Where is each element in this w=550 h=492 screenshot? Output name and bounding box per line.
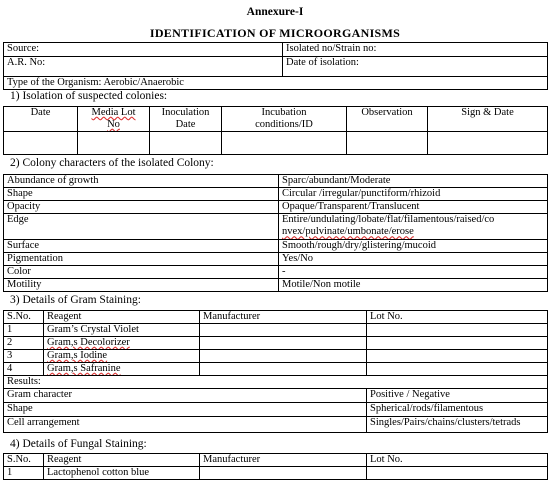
colony-characters-table <box>3 174 548 292</box>
row-label: Shape <box>4 188 279 201</box>
result-label: Cell arrangement <box>4 417 367 433</box>
row-sno: 2 <box>4 336 44 349</box>
row-lot-no[interactable] <box>367 349 548 362</box>
row-value[interactable]: Motile/Non motile <box>279 278 548 291</box>
info-table <box>3 42 548 90</box>
row-reagent <box>44 363 200 376</box>
media-lot-text: Media Lot <box>91 107 136 119</box>
organism-type-field[interactable]: Type of the Organism: Aerobic/Anaerobic <box>4 77 548 90</box>
row-value[interactable]: Sparc/abundant/Moderate <box>279 175 548 188</box>
row-label: Edge <box>4 214 279 239</box>
col-sno: S.No. <box>4 454 44 467</box>
cell-media-lot-no[interactable] <box>78 132 150 155</box>
section-3-heading: 3) Details of Gram Staining: <box>10 293 141 306</box>
section-4-heading: 4) Details of Fungal Staining: <box>10 438 147 451</box>
row-label: Pigmentation <box>4 252 279 265</box>
fungal-staining-table <box>3 453 548 480</box>
row-label: Surface <box>4 239 279 252</box>
cell-incubation-conditions[interactable] <box>222 132 347 155</box>
incubation-text: Incubation <box>261 107 307 119</box>
isolated-no-field[interactable]: Isolated no/Strain no: <box>283 43 548 57</box>
row-reagent <box>44 349 200 362</box>
col-lot-no: Lot No. <box>367 454 548 467</box>
results-label: Results: <box>4 376 548 389</box>
row-reagent: Lactophenol cotton blue <box>44 467 200 480</box>
row-manufacturer[interactable] <box>200 323 367 336</box>
col-sno: S.No. <box>4 310 44 323</box>
row-sno: 4 <box>4 363 44 376</box>
col-inoculation-date <box>150 107 222 132</box>
cell-inoculation-date[interactable] <box>150 132 222 155</box>
annexure-label: Annexure-I <box>246 6 304 18</box>
col-incubation-conditions <box>222 107 347 132</box>
inoculation-text: Inoculation <box>161 107 210 119</box>
reagent-text: Gram,s Decolorizer <box>47 336 130 348</box>
row-sno: 1 <box>4 467 44 480</box>
result-value[interactable]: Singles/Pairs/chains/clusters/tetrads <box>367 417 548 433</box>
cell-sign-date[interactable] <box>428 132 548 155</box>
row-sno: 3 <box>4 349 44 362</box>
edge-options-line-1: Entire/undulating/lobate/flat/filamentous/raised/co <box>282 214 495 226</box>
row-label: Color <box>4 265 279 278</box>
media-lot-no-text: No <box>107 119 120 131</box>
incubation-conditions-text: conditions/ID <box>255 119 313 131</box>
row-value[interactable]: - <box>279 265 548 278</box>
row-value[interactable]: Opaque/Transparent/Translucent <box>279 201 548 214</box>
row-lot-no[interactable] <box>367 323 548 336</box>
row-reagent: Gram’s Crystal Violet <box>44 323 200 336</box>
row-label: Motility <box>4 278 279 291</box>
col-observation: Observation <box>347 107 428 132</box>
isolation-table <box>3 106 548 155</box>
col-lot-no: Lot No. <box>367 310 548 323</box>
row-value[interactable]: Smooth/rough/dry/glistering/mucoid <box>279 239 548 252</box>
col-reagent: Reagent <box>44 310 200 323</box>
row-lot-no[interactable] <box>367 363 548 376</box>
date-of-isolation-field[interactable]: Date of isolation: <box>283 57 548 77</box>
document-title: IDENTIFICATION OF MICROORGANISMS <box>149 26 401 40</box>
result-value[interactable]: Positive / Negative <box>367 389 548 403</box>
section-2-heading: 2) Colony characters of the isolated Colony: <box>10 157 214 170</box>
reagent-text: Gram,s Iodine <box>47 349 108 361</box>
edge-options-line-2: nvex/pulvinate/umbonate/erose <box>282 226 414 238</box>
row-manufacturer[interactable] <box>200 363 367 376</box>
result-value[interactable]: Spherical/rods/filamentous <box>367 403 548 417</box>
col-manufacturer: Manufacturer <box>200 310 367 323</box>
row-lot-no[interactable] <box>367 336 548 349</box>
result-label: Gram character <box>4 389 367 403</box>
row-value[interactable]: Yes/No <box>279 252 548 265</box>
row-manufacturer[interactable] <box>200 467 367 480</box>
col-media-lot-no <box>78 107 150 132</box>
col-date: Date <box>4 107 78 132</box>
section-1-heading: 1) Isolation of suspected colonies: <box>10 90 168 103</box>
result-label: Shape <box>4 403 367 417</box>
col-reagent: Reagent <box>44 454 200 467</box>
row-reagent <box>44 336 200 349</box>
source-field[interactable]: Source: <box>4 43 283 57</box>
col-sign-date: Sign & Date <box>428 107 548 132</box>
row-sno: 1 <box>4 323 44 336</box>
col-manufacturer: Manufacturer <box>200 454 367 467</box>
cell-observation[interactable] <box>347 132 428 155</box>
row-label: Abundance of growth <box>4 175 279 188</box>
inoculation-date-text: Date <box>175 119 196 131</box>
ar-no-field[interactable]: A.R. No: <box>4 57 283 77</box>
row-value[interactable]: Circular /irregular/punctiform/rhizoid <box>279 188 548 201</box>
row-manufacturer[interactable] <box>200 336 367 349</box>
gram-staining-table <box>3 310 548 389</box>
gram-results-table <box>3 388 548 433</box>
row-label: Opacity <box>4 201 279 214</box>
row-manufacturer[interactable] <box>200 349 367 362</box>
row-value[interactable] <box>279 214 548 239</box>
row-lot-no[interactable] <box>367 467 548 480</box>
reagent-text: Gram,s Safranine <box>47 363 121 374</box>
cell-date[interactable] <box>4 132 78 155</box>
